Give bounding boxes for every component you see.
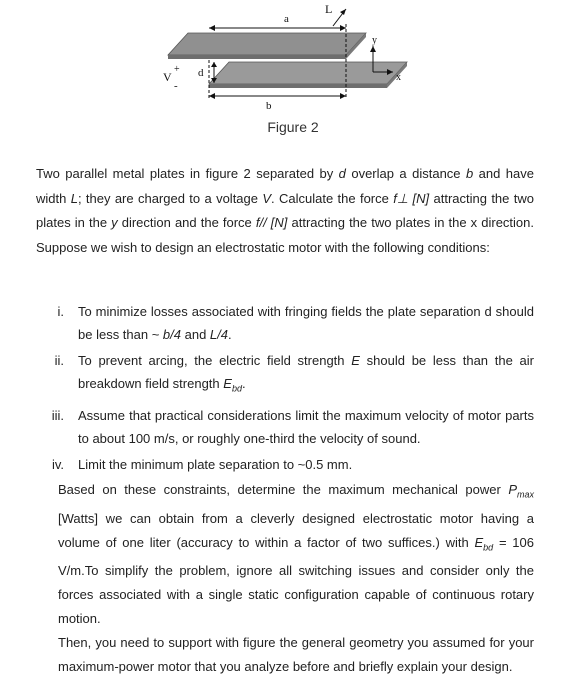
conclusion-paragraph: Based on these constraints, determine the maximum mechanical power $P_{max}$ [Watts] we can obtain from a cleverly designed electrostatic motor having a volume of one liter (accuracy to within a factor of two suffices.) with $E_{bd} = 106$ V/m.To simplify the problem, ignore all switching issues and consider only the forces associated with a single static configuration capable of continuous rotary motion. Then, you need to support with figure the general geometry you assumed for your maximum-power motor that you analyze before and briefly explain your design. — [58, 482, 534, 675]
label-V: V — [163, 70, 172, 84]
label-y: y — [372, 35, 377, 46]
intro-paragraph: Two parallel metal plates in figure 2 separated by d overlap a distance b and have width L; they are charged to a voltage V. Calculate the force f⊥ [N] attracting the two plates in the y direction and the force f// [N] attracting the two plates in the x direction. Suppose we wish to design an electrostatic motor with the following conditions: — [36, 166, 535, 255]
condition-item: i. To minimize losses associated with fringing fields the plate separation d should be less than ~ b/4 and L/4. — [57, 304, 534, 342]
label-plus: + — [174, 64, 180, 75]
bottom-plate — [209, 62, 407, 84]
arrowhead — [340, 9, 346, 15]
conditions-list — [36, 300, 534, 476]
label-a: a — [284, 13, 289, 25]
label-b: b — [266, 100, 272, 112]
bottom-plate-edge — [209, 84, 387, 88]
condition-item: ii. To prevent arcing, the electric field strength E should be less than the air breakdown field strength $E_{bd}$. — [54, 353, 534, 394]
figure-caption: Figure 2 — [267, 119, 319, 135]
arrowhead — [211, 62, 217, 67]
top-plate-edge — [168, 55, 346, 59]
arrowhead — [209, 93, 215, 99]
condition-item: iv. Limit the minimum plate separation to ~0.5 mm. — [51, 456, 353, 472]
label-d: d — [198, 67, 204, 79]
label-x: x — [396, 72, 401, 83]
label-L: L — [325, 2, 333, 16]
arrowhead — [209, 25, 215, 31]
arrowhead — [370, 46, 376, 52]
top-plate — [168, 33, 366, 55]
arrowhead — [340, 93, 346, 99]
arrowhead — [340, 25, 346, 31]
condition-item: iii. Assume that practical considerations limit the maximum velocity of motor parts to about 100 m/s, or roughly one-third the velocity of sound. — [51, 407, 534, 446]
label-minus: - — [174, 80, 178, 92]
